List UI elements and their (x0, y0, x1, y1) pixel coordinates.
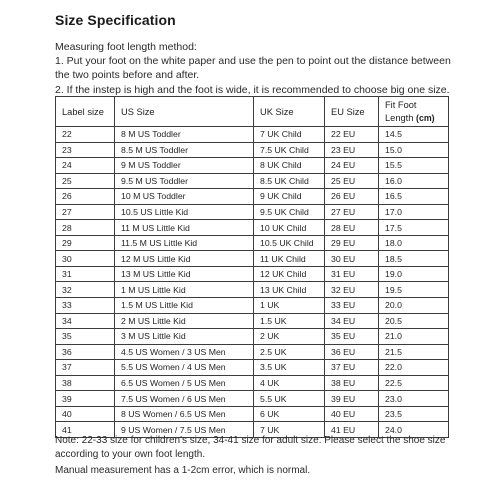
cell-fit-length: 21.5 (379, 344, 449, 360)
cell-uk-size: 8 UK Child (254, 158, 325, 174)
header-fit-foot-length (379, 97, 449, 127)
cell-label-size: 26 (56, 189, 115, 205)
cell-fit-length: 17.5 (379, 220, 449, 236)
cell-uk-size: 13 UK Child (254, 282, 325, 298)
cell-fit-length: 14.5 (379, 127, 449, 143)
table-row (56, 406, 449, 422)
note-size-ranges-cont: according to your own foot length. (55, 448, 206, 460)
table-row (56, 329, 449, 345)
size-notes (55, 434, 495, 478)
cell-uk-size: 10.5 UK Child (254, 235, 325, 251)
table-header-row (56, 97, 449, 127)
note-size-ranges: Note: 22-33 size for children's size, 34-41 size for adult size. Please select the shoe size (55, 435, 446, 446)
cell-fit-length: 17.0 (379, 204, 449, 220)
cell-fit-length: 16.5 (379, 189, 449, 205)
cell-uk-size: 7 UK (254, 422, 325, 438)
cell-eu-size: 23 EU (325, 142, 379, 158)
cell-us-size: 3 M US Little Kid (115, 329, 254, 345)
cell-uk-size: 6 UK (254, 406, 325, 422)
cell-us-size: 6.5 US Women / 5 US Men (115, 375, 254, 391)
cell-label-size: 40 (56, 406, 115, 422)
cell-uk-size: 5.5 UK (254, 391, 325, 407)
cell-us-size: 10 M US Toddler (115, 189, 254, 205)
cell-uk-size: 9 UK Child (254, 189, 325, 205)
cell-label-size: 27 (56, 204, 115, 220)
cell-us-size: 8 US Women / 6.5 US Men (115, 406, 254, 422)
measuring-instructions (55, 40, 495, 97)
cell-uk-size: 2 UK (254, 329, 325, 345)
note-measurement-error: Manual measurement has a 1-2cm error, which is normal. (55, 465, 311, 477)
size-chart-body (56, 127, 449, 438)
header-eu-size: EU Size (325, 97, 379, 127)
cell-fit-length: 15.0 (379, 142, 449, 158)
cell-eu-size: 35 EU (325, 329, 379, 345)
table-row (56, 127, 449, 143)
cell-label-size: 41 (56, 422, 115, 438)
cell-eu-size: 25 EU (325, 173, 379, 189)
table-row (56, 189, 449, 205)
cell-us-size: 9.5 M US Toddler (115, 173, 254, 189)
cell-eu-size: 22 EU (325, 127, 379, 143)
header-us-size: US Size (115, 97, 254, 127)
cell-uk-size: 2.5 UK (254, 344, 325, 360)
instruction-step-2: 2. If the instep is high and the foot is wide, it is recommended to choose big one size. (55, 83, 450, 96)
table-row (56, 298, 449, 314)
cell-eu-size: 29 EU (325, 235, 379, 251)
table-row (56, 158, 449, 174)
cell-us-size: 7.5 US Women / 6 US Men (115, 391, 254, 407)
cell-fit-length: 22.0 (379, 360, 449, 376)
cell-us-size: 9 M US Toddler (115, 158, 254, 174)
cell-fit-length: 16.0 (379, 173, 449, 189)
cell-fit-length: 20.5 (379, 313, 449, 329)
cell-fit-length: 22.5 (379, 375, 449, 391)
cell-eu-size: 41 EU (325, 422, 379, 438)
cell-fit-length: 19.5 (379, 282, 449, 298)
cell-label-size: 35 (56, 329, 115, 345)
cell-us-size: 13 M US Little Kid (115, 266, 254, 282)
cell-uk-size: 4 UK (254, 375, 325, 391)
table-row (56, 313, 449, 329)
size-chart-table (55, 96, 449, 438)
cell-label-size: 38 (56, 375, 115, 391)
cell-eu-size: 34 EU (325, 313, 379, 329)
cell-label-size: 24 (56, 158, 115, 174)
cell-eu-size: 32 EU (325, 282, 379, 298)
cell-eu-size: 37 EU (325, 360, 379, 376)
cell-us-size: 1.5 M US Little Kid (115, 298, 254, 314)
cell-eu-size: 24 EU (325, 158, 379, 174)
cell-uk-size: 1 UK (254, 298, 325, 314)
cell-label-size: 33 (56, 298, 115, 314)
table-row (56, 266, 449, 282)
cell-fit-length: 19.0 (379, 266, 449, 282)
cell-uk-size: 9.5 UK Child (254, 204, 325, 220)
cell-eu-size: 28 EU (325, 220, 379, 236)
cell-label-size: 34 (56, 313, 115, 329)
cell-us-size: 12 M US Little Kid (115, 251, 254, 267)
cell-fit-length: 18.5 (379, 251, 449, 267)
cell-fit-length: 23.5 (379, 406, 449, 422)
cell-uk-size: 12 UK Child (254, 266, 325, 282)
cell-eu-size: 36 EU (325, 344, 379, 360)
cell-uk-size: 10 UK Child (254, 220, 325, 236)
cell-us-size: 8 M US Toddler (115, 127, 254, 143)
cell-us-size: 10.5 US Little Kid (115, 204, 254, 220)
cell-eu-size: 27 EU (325, 204, 379, 220)
instruction-heading: Measuring foot length method: (55, 41, 197, 53)
header-fit-line1: Fit Foot (385, 100, 417, 110)
table-row (56, 235, 449, 251)
cell-label-size: 37 (56, 360, 115, 376)
table-row (56, 391, 449, 407)
cell-label-size: 28 (56, 220, 115, 236)
cell-label-size: 39 (56, 391, 115, 407)
cell-eu-size: 30 EU (325, 251, 379, 267)
instruction-step-1: 1. Put your foot on the white paper and use the pen to point out the distance between (55, 55, 451, 68)
instruction-step-1-cont: the two points before and after. (55, 69, 200, 82)
page-title: Size Specification (55, 12, 176, 28)
header-fit-line2 (385, 112, 448, 125)
table-row (56, 344, 449, 360)
table-row (56, 375, 449, 391)
table-row (56, 282, 449, 298)
header-fit-unit: (cm) (416, 113, 435, 123)
cell-label-size: 25 (56, 173, 115, 189)
table-row (56, 142, 449, 158)
cell-fit-length: 21.0 (379, 329, 449, 345)
cell-fit-length: 20.0 (379, 298, 449, 314)
cell-eu-size: 40 EU (325, 406, 379, 422)
cell-uk-size: 7 UK Child (254, 127, 325, 143)
cell-us-size: 5.5 US Women / 4 US Men (115, 360, 254, 376)
cell-uk-size: 11 UK Child (254, 251, 325, 267)
cell-label-size: 32 (56, 282, 115, 298)
cell-label-size: 36 (56, 344, 115, 360)
cell-label-size: 29 (56, 235, 115, 251)
cell-fit-length: 23.0 (379, 391, 449, 407)
cell-us-size: 4.5 US Women / 3 US Men (115, 344, 254, 360)
table-row (56, 360, 449, 376)
cell-eu-size: 26 EU (325, 189, 379, 205)
header-label-size: Label size (56, 97, 115, 127)
cell-label-size: 23 (56, 142, 115, 158)
cell-eu-size: 33 EU (325, 298, 379, 314)
cell-label-size: 22 (56, 127, 115, 143)
cell-label-size: 30 (56, 251, 115, 267)
header-fit-length-word: Length (385, 113, 414, 123)
cell-uk-size: 7.5 UK Child (254, 142, 325, 158)
cell-us-size: 8.5 M US Toddler (115, 142, 254, 158)
table-row (56, 173, 449, 189)
cell-us-size: 11 M US Little Kid (115, 220, 254, 236)
cell-us-size: 2 M US Little Kid (115, 313, 254, 329)
cell-uk-size: 1.5 UK (254, 313, 325, 329)
cell-uk-size: 8.5 UK Child (254, 173, 325, 189)
table-row (56, 220, 449, 236)
cell-label-size: 31 (56, 266, 115, 282)
cell-eu-size: 31 EU (325, 266, 379, 282)
cell-us-size: 11.5 M US Little Kid (115, 235, 254, 251)
cell-fit-length: 24.0 (379, 422, 449, 438)
header-uk-size: UK Size (254, 97, 325, 127)
table-row (56, 204, 449, 220)
cell-us-size: 9 US Women / 7.5 US Men (115, 422, 254, 438)
cell-fit-length: 15.5 (379, 158, 449, 174)
table-row (56, 251, 449, 267)
cell-eu-size: 39 EU (325, 391, 379, 407)
cell-us-size: 1 M US Little Kid (115, 282, 254, 298)
cell-uk-size: 3.5 UK (254, 360, 325, 376)
cell-fit-length: 18.0 (379, 235, 449, 251)
cell-eu-size: 38 EU (325, 375, 379, 391)
